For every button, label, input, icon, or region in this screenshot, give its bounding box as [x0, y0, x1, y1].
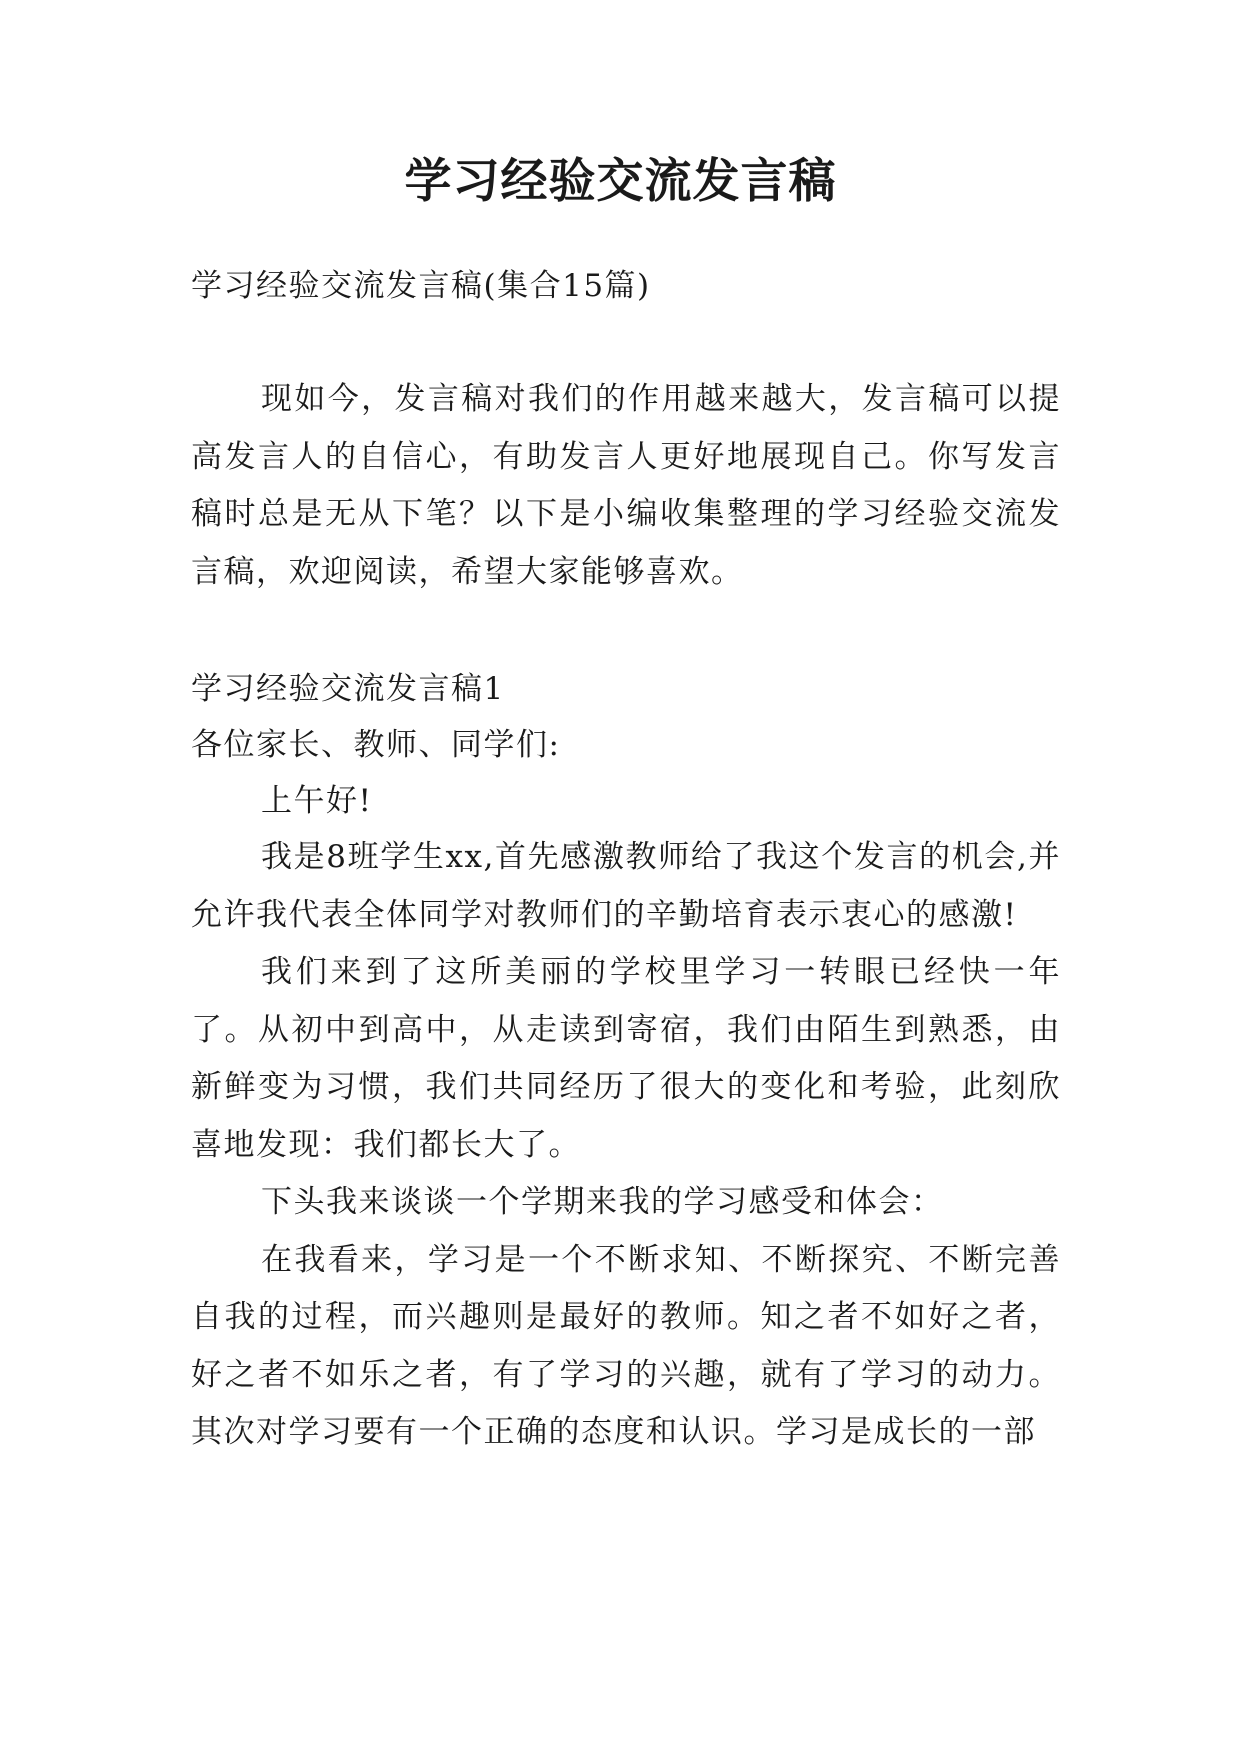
- section-heading: 学习经验交流发言稿1: [191, 671, 505, 707]
- intro-paragraph: 现如今，发言稿对我们的作用越来越大，发言稿可以提高发言人的自信心，有助发言人更好地展现自己。你写发言稿时总是无从下笔？以下是小编收集整理的学习经验交流发言稿，欢迎阅读，希望大家能够喜欢。: [191, 381, 1061, 590]
- document-subtitle: 学习经验交流发言稿(集合15篇): [191, 268, 651, 304]
- document-body: [191, 258, 1061, 1462]
- document-title: 学习经验交流发言稿: [404, 154, 837, 209]
- body-paragraph: 下头我来谈谈一个学期来我的学习感受和体会：: [261, 1184, 944, 1220]
- body-paragraph: 我是8班学生xx,首先感激教师给了我这个发言的机会,并允许我代表全体同学对教师们的辛勤培育表示衷心的感激!: [191, 839, 1061, 933]
- body-paragraph: 我们来到了这所美丽的学校里学习一转眼已经快一年了。从初中到高中，从走读到寄宿，我们由陌生到熟悉，由新鲜变为习惯，我们共同经历了很大的变化和考验，此刻欣喜地发现：我们都长大了。: [191, 954, 1061, 1163]
- body-paragraph: 在我看来，学习是一个不断求知、不断探究、不断完善自我的过程，而兴趣则是最好的教师。知之者不如好之者，好之者不如乐之者，有了学习的兴趣，就有了学习的动力。其次对学习要有一个正确的态度和认识。学习是成长的一部: [191, 1241, 1061, 1450]
- salutation: 各位家长、教师、同学们:: [191, 727, 561, 763]
- greeting: 上午好!: [261, 783, 373, 819]
